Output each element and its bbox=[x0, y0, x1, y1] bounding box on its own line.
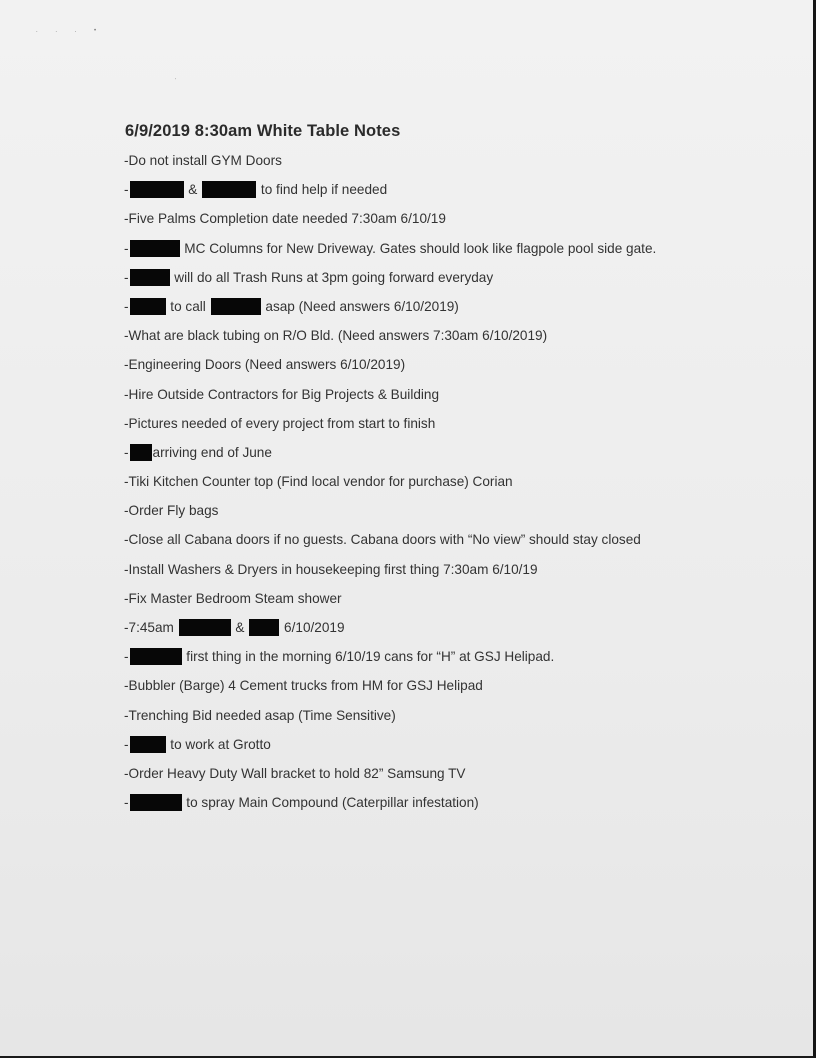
note-text: - bbox=[124, 182, 129, 198]
redaction-block bbox=[249, 619, 279, 636]
note-text: -Trenching Bid needed asap (Time Sensitive) bbox=[124, 707, 396, 723]
note-text: to spray Main Compound (Caterpillar infestation) bbox=[182, 795, 479, 811]
note-text: arriving end of June bbox=[152, 444, 272, 460]
page-title: 6/9/2019 8:30am White Table Notes bbox=[125, 122, 401, 140]
redaction-block bbox=[130, 736, 166, 753]
note-item bbox=[124, 298, 684, 315]
note-text: -Install Washers & Dryers in housekeeping first thing 7:30am 6/10/19 bbox=[124, 561, 538, 577]
note-text: - bbox=[124, 444, 129, 460]
redaction-block bbox=[130, 444, 152, 461]
note-item bbox=[124, 677, 684, 694]
note-text: - bbox=[124, 298, 129, 314]
note-text: - bbox=[124, 240, 129, 256]
note-text: -7:45am bbox=[124, 620, 178, 635]
note-text: - bbox=[124, 736, 129, 752]
scan-specks: . . . • bbox=[36, 28, 105, 34]
note-item bbox=[124, 561, 684, 578]
redaction-block bbox=[130, 298, 166, 315]
note-text: & bbox=[231, 620, 249, 635]
note-text: - bbox=[124, 649, 129, 665]
note-text: asap (Need answers 6/10/2019) bbox=[261, 298, 459, 314]
redaction-block bbox=[130, 269, 170, 286]
notes-list bbox=[124, 152, 684, 823]
redaction-block bbox=[130, 648, 182, 665]
note-item bbox=[124, 210, 684, 227]
note-text: - bbox=[124, 269, 129, 285]
note-item bbox=[124, 736, 684, 753]
note-text: -Pictures needed of every project from start to finish bbox=[124, 415, 436, 431]
note-item bbox=[124, 415, 684, 432]
note-item bbox=[124, 473, 684, 490]
note-item bbox=[124, 502, 684, 519]
note-text: will do all Trash Runs at 3pm going forward everyday bbox=[170, 269, 494, 285]
note-text: to find help if needed bbox=[257, 182, 388, 198]
redaction-block bbox=[202, 181, 256, 198]
note-item bbox=[124, 619, 684, 636]
note-item bbox=[124, 765, 684, 782]
note-text: - bbox=[124, 795, 129, 811]
note-text: first thing in the morning 6/10/19 cans for “H” at GSJ Helipad. bbox=[182, 649, 555, 665]
note-item bbox=[124, 240, 684, 257]
note-text: -Bubbler (Barge) 4 Cement trucks from HM for GSJ Helipad bbox=[124, 678, 483, 694]
note-item bbox=[124, 356, 684, 373]
note-item bbox=[124, 152, 684, 169]
note-item bbox=[124, 590, 684, 607]
note-text: -Engineering Doors (Need answers 6/10/2019) bbox=[124, 357, 406, 373]
note-item bbox=[124, 531, 684, 548]
note-text: -What are black tubing on R/O Bld. (Need answers 7:30am 6/10/2019) bbox=[124, 328, 548, 344]
note-text: -Do not install GYM Doors bbox=[124, 153, 282, 168]
note-text: to work at Grotto bbox=[166, 736, 271, 752]
note-text: 6/10/2019 bbox=[280, 620, 345, 635]
note-item bbox=[124, 181, 684, 198]
redaction-block bbox=[130, 181, 184, 198]
redaction-block bbox=[211, 298, 261, 315]
note-text: & bbox=[184, 182, 202, 198]
note-text: -Tiki Kitchen Counter top (Find local vendor for purchase) Corian bbox=[124, 474, 513, 490]
scan-speck: ' bbox=[175, 78, 176, 84]
note-text: to call bbox=[166, 298, 210, 314]
note-item bbox=[124, 444, 684, 461]
note-item bbox=[124, 794, 684, 811]
redaction-block bbox=[130, 240, 180, 257]
note-item bbox=[124, 648, 684, 665]
note-text: -Close all Cabana doors if no guests. Cabana doors with “No view” should stay closed bbox=[124, 532, 641, 548]
redaction-block bbox=[130, 794, 182, 811]
note-text: -Hire Outside Contractors for Big Projects & Building bbox=[124, 386, 440, 402]
note-item bbox=[124, 327, 684, 344]
note-text: -Five Palms Completion date needed 7:30am 6/10/19 bbox=[124, 211, 446, 227]
note-item bbox=[124, 707, 684, 724]
note-item bbox=[124, 386, 684, 403]
note-text: -Order Fly bags bbox=[124, 503, 219, 519]
note-text: MC Columns for New Driveway. Gates should look like flagpole pool side gate. bbox=[180, 240, 657, 256]
redaction-block bbox=[179, 619, 231, 636]
note-text: -Fix Master Bedroom Steam shower bbox=[124, 590, 342, 606]
note-text: -Order Heavy Duty Wall bracket to hold 82” Samsung TV bbox=[124, 765, 466, 781]
note-item bbox=[124, 269, 684, 286]
